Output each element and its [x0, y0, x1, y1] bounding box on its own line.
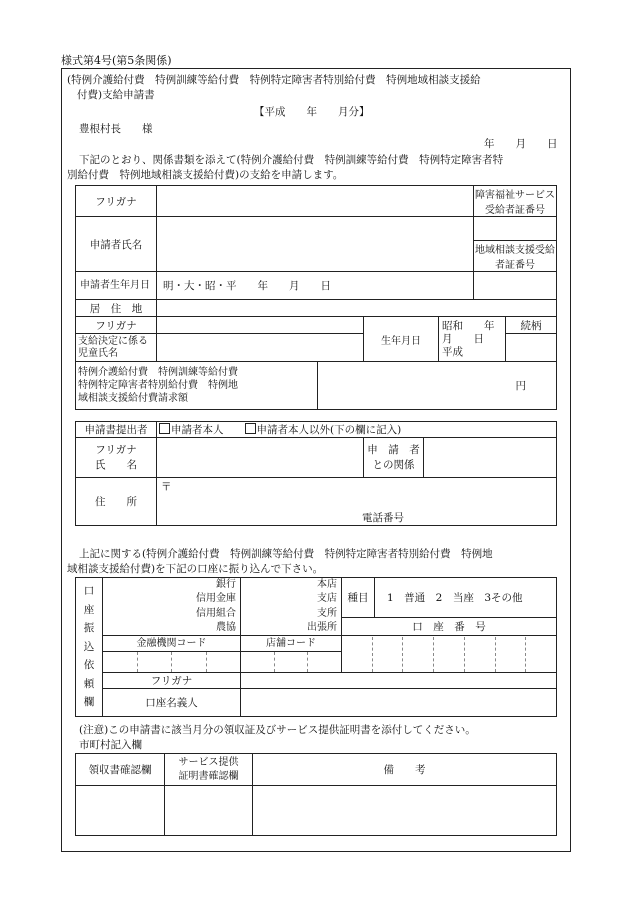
postal-mark: 〒 [161, 481, 172, 493]
date-field[interactable]: 年 月 日 [484, 138, 558, 150]
submitter-relation-label: 申 請 者との関係 [364, 438, 424, 478]
child-furigana-label: フリガナ [76, 317, 157, 334]
applicant-name-label: 申請者氏名 [76, 217, 157, 272]
bank-types[interactable]: 銀行 信用金庫 信用組合 農協 [103, 578, 241, 636]
intro-line1: 下記のとおり、関係書類を添えて(特例介護給付費 特例訓練等給付費 特例特定障害者特 [79, 154, 504, 166]
child-furigana-input[interactable] [157, 317, 364, 334]
addressee: 豊根村長 様 [79, 123, 153, 135]
relation-input[interactable] [506, 334, 557, 362]
address-input[interactable] [157, 300, 557, 317]
inst-code[interactable]: 金融機関コード [103, 636, 241, 673]
account-kind-options[interactable]: 1 普通 2 当座 3その他 [375, 578, 557, 618]
child-name-input[interactable] [157, 334, 364, 362]
furigana-label: フリガナ [76, 186, 157, 217]
branch-code[interactable]: 店舗コード [241, 636, 342, 673]
claim-amount-input[interactable]: 円 [318, 362, 557, 410]
holder-furigana-label: フリガナ [103, 673, 241, 689]
office-heading: 市町村記入欄 [79, 739, 142, 751]
remarks-input[interactable] [253, 786, 557, 836]
cert-no-input[interactable] [474, 217, 557, 241]
relation-label: 続柄 [506, 317, 557, 334]
other-checkbox[interactable] [245, 423, 256, 434]
submitter-address-label: 住 所 [76, 478, 157, 526]
transfer-line1: 上記に関する(特例介護給付費 特例訓練等給付費 特例特定障害者特別給付費 特例地 [79, 548, 493, 560]
chiiki-no-input[interactable] [474, 272, 557, 300]
submitter-name-label: フリガナ 氏 名 [76, 438, 157, 478]
birth-label: 申請者生年月日 [76, 272, 157, 300]
service-check-label: サービス提供 証明書確認欄 [165, 754, 253, 786]
service-check-input[interactable] [165, 786, 253, 836]
form-title-line2: 付費)支給申請書 [77, 89, 155, 101]
submitter-options: 申請者本人 申請者本人以外(下の欄に記入) [157, 422, 557, 438]
holder-name-label: 口座名義人 [103, 689, 241, 717]
submitter-relation-input[interactable] [424, 438, 557, 478]
form-title-line1: (特例介護給付費 特例訓練等給付費 特例特定障害者特別給付費 特例地域相談支援給 [67, 74, 481, 86]
submitter-table [75, 421, 557, 526]
self-checkbox[interactable] [159, 423, 170, 434]
account-no-label: 口 座 番 号 [342, 618, 557, 636]
form-number: 様式第4号(第5条関係) [61, 54, 172, 67]
birth-input[interactable]: 明・大・昭・平 年 月 日 [157, 272, 474, 300]
child-name-label: 支給決定に係る児童氏名 [76, 334, 157, 362]
submitter-name-input[interactable] [157, 438, 364, 478]
submitter-address-input[interactable] [157, 478, 557, 526]
intro-line2: 別給付費 特例地域相談支援給付費)の支給を申請します。 [67, 169, 344, 181]
claim-label: 特例介護給付費 特例訓練等給付費 特例特定障害者特別給付費 特例地 域相談支援給付費請求額 [76, 362, 318, 410]
applicant-table [75, 185, 557, 410]
applicant-name-input[interactable] [157, 217, 474, 272]
furigana-input[interactable] [157, 186, 474, 217]
chiiki-no-label: 地域相談支援受給者証番号 [474, 241, 557, 272]
remarks-label: 備 考 [253, 754, 557, 786]
phone-label: 電話番号 [362, 512, 404, 524]
receipt-check-input[interactable] [76, 786, 165, 836]
address-label: 居 住 地 [76, 300, 157, 317]
holder-furigana-input[interactable] [241, 673, 557, 689]
holder-name-input[interactable] [241, 689, 557, 717]
receipt-check-label: 領収書確認欄 [76, 754, 165, 786]
submitter-label: 申請書提出者 [76, 422, 157, 438]
note: (注意)この申請書に該当月分の領収証及びサービス提供証明書を添付してください。 [79, 724, 476, 736]
child-birth-label: 生年月日 [364, 317, 439, 362]
bank-table [75, 577, 557, 717]
period-field[interactable]: 【平成 年 月分】 [254, 106, 370, 118]
branch-types[interactable]: 本店 支店 支所 出張所 [241, 578, 342, 636]
account-kind-label: 種目 [342, 578, 375, 618]
office-table [75, 753, 557, 836]
transfer-line2: 域相談支援給付費)を下記の口座に振り込んで下さい。 [67, 563, 324, 575]
cert-no-label: 障害福祉サービス受給者証番号 [474, 186, 557, 217]
bank-side-label: 口 座 振 込 依 頼 欄 [76, 578, 103, 717]
account-no-input[interactable] [342, 636, 557, 673]
child-birth-input[interactable]: 昭和 年 月 日 平成 [439, 317, 506, 362]
